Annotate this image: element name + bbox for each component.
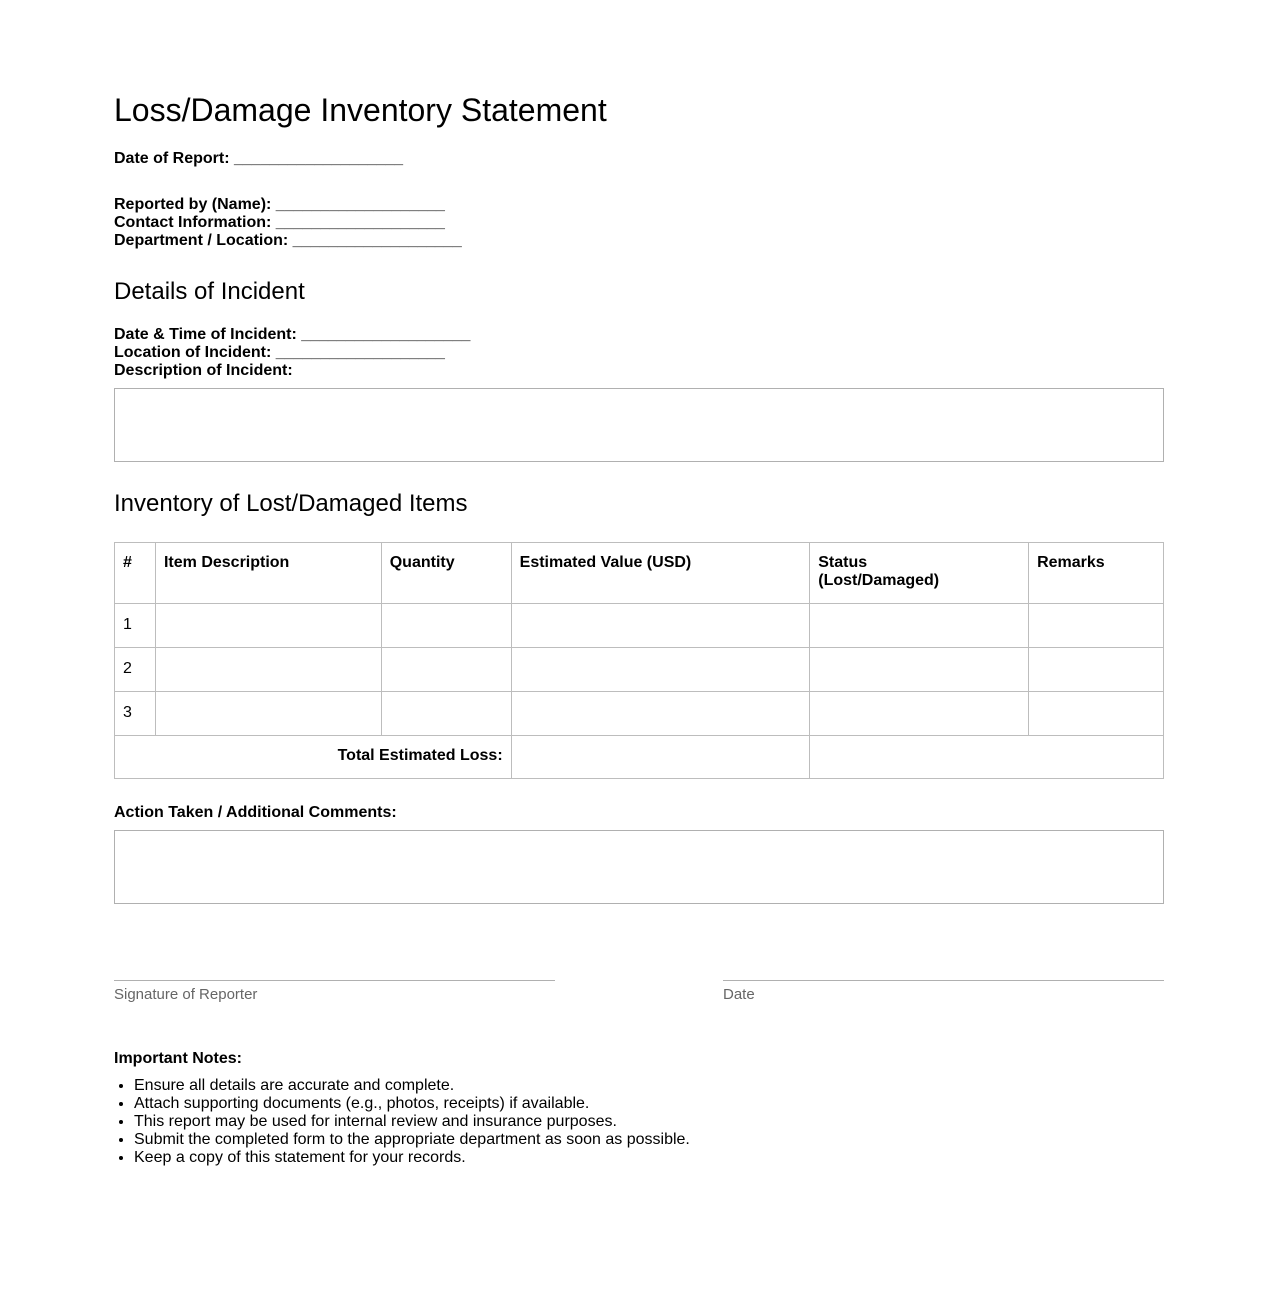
remarks-cell[interactable]	[1029, 604, 1164, 648]
quantity-cell[interactable]	[381, 604, 511, 648]
table-row	[115, 604, 1164, 648]
inventory-heading: Inventory of Lost/Damaged Items	[114, 490, 468, 517]
item-description-cell[interactable]	[155, 604, 381, 648]
incident-fields-block	[114, 326, 470, 380]
inventory-table	[114, 542, 1164, 779]
status-cell[interactable]	[810, 648, 1029, 692]
status-cell[interactable]	[810, 692, 1029, 736]
signature-date-line[interactable]	[723, 980, 1164, 1004]
column-header-status	[810, 543, 1029, 604]
item-description-cell[interactable]	[155, 692, 381, 736]
quantity-cell[interactable]	[381, 692, 511, 736]
incident-description-label: Description of Incident:	[114, 362, 293, 379]
status-header-line2: (Lost/Damaged)	[818, 572, 940, 589]
table-row	[115, 692, 1164, 736]
signature-date-label: Date	[723, 986, 755, 1003]
notes-list	[114, 1077, 690, 1167]
list-item: • This report may be used for internal review and insurance purposes.	[134, 1113, 690, 1131]
remarks-cell[interactable]	[1029, 692, 1164, 736]
notes-heading: Important Notes:	[114, 1050, 242, 1067]
total-row-blank-cell	[810, 736, 1164, 779]
comments-label: Action Taken / Additional Comments:	[114, 804, 397, 821]
list-item: • Attach supporting documents (e.g., photos, receipts) if available.	[134, 1095, 690, 1113]
total-estimated-loss-value[interactable]	[511, 736, 810, 779]
estimated-value-cell[interactable]	[511, 692, 810, 736]
date-of-report-field[interactable]: Date of Report: ___________________	[114, 150, 404, 167]
row-number: 1	[115, 604, 156, 648]
row-number: 3	[115, 692, 156, 736]
list-item: • Ensure all details are accurate and complete.	[134, 1077, 690, 1095]
column-header-num: #	[115, 543, 156, 604]
column-header-estimated-value: Estimated Value (USD)	[511, 543, 810, 604]
column-header-item-description: Item Description	[155, 543, 381, 604]
reported-by-field[interactable]: Reported by (Name): ___________________	[114, 196, 445, 213]
item-description-cell[interactable]	[155, 648, 381, 692]
status-header-line1: Status	[818, 554, 868, 571]
estimated-value-cell[interactable]	[511, 604, 810, 648]
incident-description-box[interactable]	[114, 388, 1164, 462]
column-header-remarks: Remarks	[1029, 543, 1164, 604]
total-estimated-loss-label: Total Estimated Loss:	[115, 736, 512, 779]
status-cell[interactable]	[810, 604, 1029, 648]
reporter-info-block	[114, 196, 462, 250]
signature-line[interactable]	[114, 980, 555, 1004]
incident-location-field[interactable]: Location of Incident: ___________________	[114, 344, 445, 361]
comments-box[interactable]	[114, 830, 1164, 904]
list-item: • Keep a copy of this statement for your records.	[134, 1149, 690, 1167]
remarks-cell[interactable]	[1029, 648, 1164, 692]
total-row	[115, 736, 1164, 779]
column-header-quantity: Quantity	[381, 543, 511, 604]
page-title: Loss/Damage Inventory Statement	[114, 92, 607, 128]
row-number: 2	[115, 648, 156, 692]
contact-information-field[interactable]: Contact Information: ___________________	[114, 214, 445, 231]
table-row	[115, 648, 1164, 692]
report-date-block	[114, 150, 403, 168]
quantity-cell[interactable]	[381, 648, 511, 692]
estimated-value-cell[interactable]	[511, 648, 810, 692]
department-location-field[interactable]: Department / Location: ___________________	[114, 232, 462, 249]
incident-heading: Details of Incident	[114, 278, 305, 305]
incident-date-time-field[interactable]: Date & Time of Incident: ___________________	[114, 326, 471, 343]
table-header-row	[115, 543, 1164, 604]
list-item: • Submit the completed form to the appropriate department as soon as possible.	[134, 1131, 690, 1149]
signature-label: Signature of Reporter	[114, 986, 258, 1003]
